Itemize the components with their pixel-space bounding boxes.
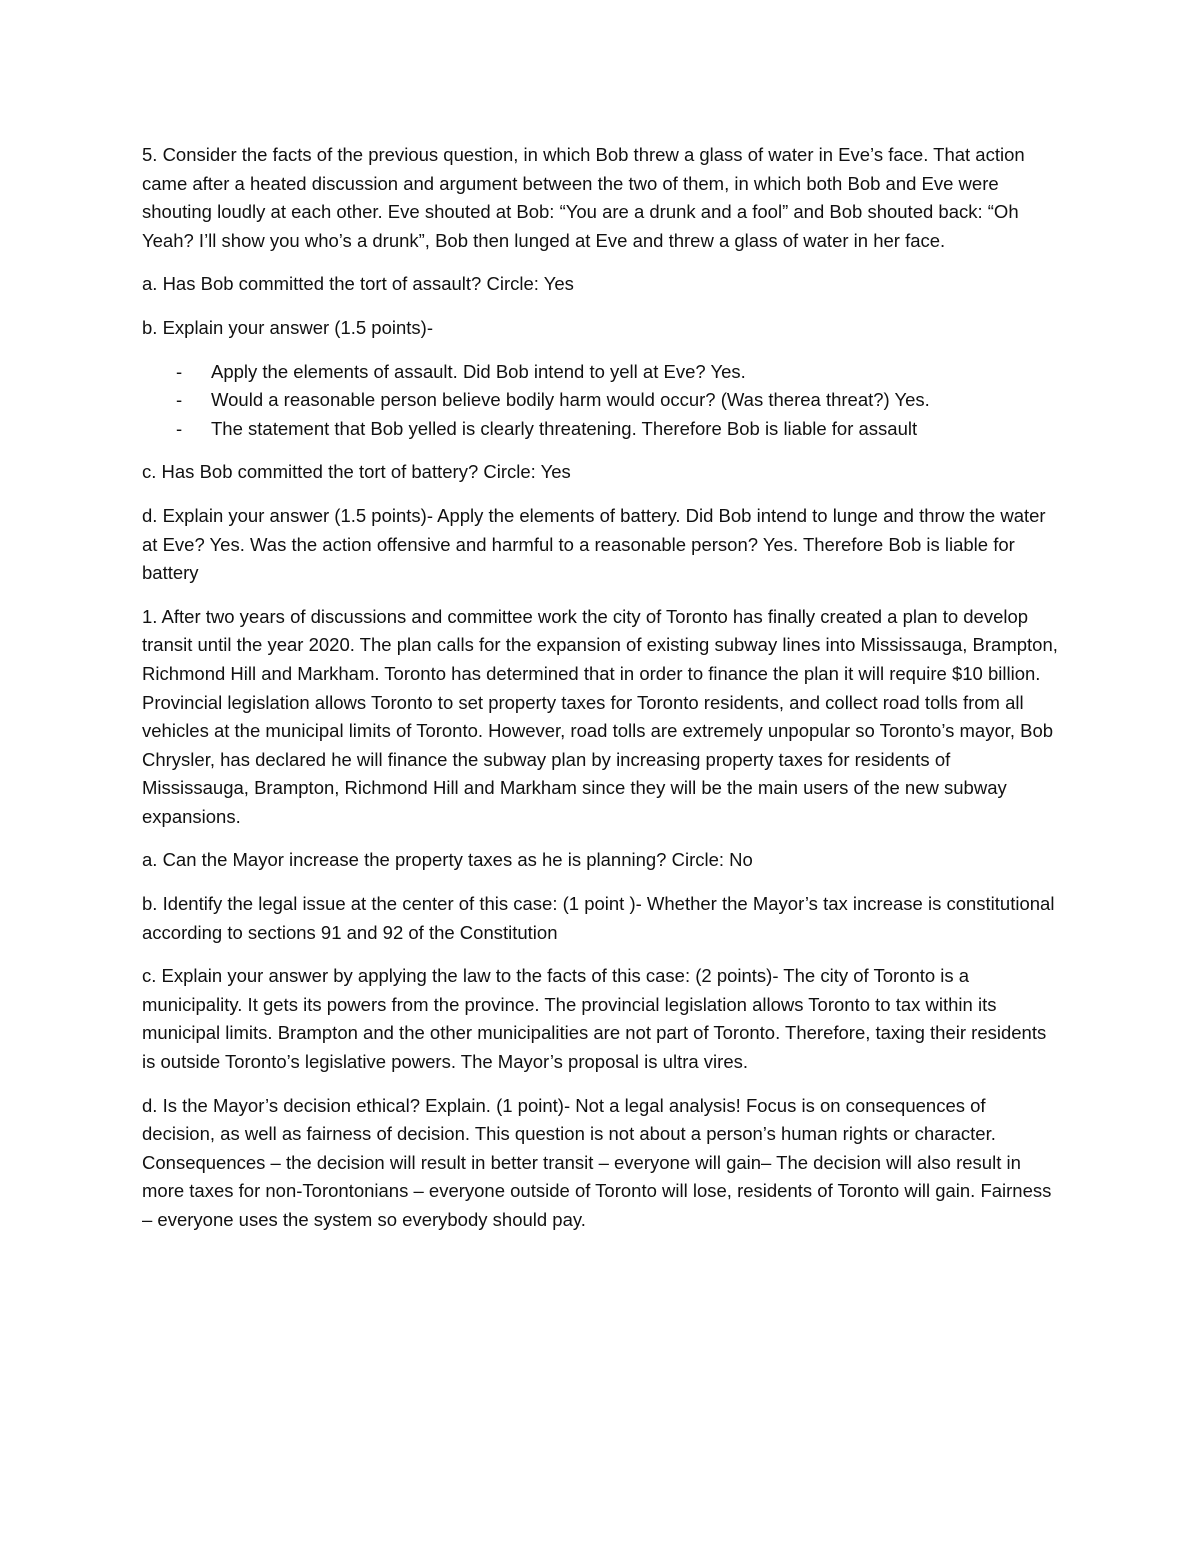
q1-part-c: c. Explain your answer by applying the law to the facts of this case: (2 points)- The city of Toronto is a municipality. It gets its powers from the province. The provincial legislation allows Toronto to tax within its municipal limits. Brampton and the other municipalities are not part of Toronto. Therefore, taxing their residents is outside Toronto’s legislative powers. The Mayor’s proposal is ultra vires.	[142, 965, 1047, 1073]
q1-part-a: a. Can the Mayor increase the property taxes as he is planning? Circle: No	[142, 849, 753, 871]
q5-part-c: c. Has Bob committed the tort of battery? Circle: Yes	[142, 461, 571, 483]
q5-part-b-bullet-list	[142, 358, 1062, 444]
document-page	[142, 141, 1062, 1250]
bullet-dash: -	[176, 360, 183, 382]
q1-intro: 1. After two years of discussions and committee work the city of Toronto has finally created a plan to develop transit until the year 2020. The plan calls for the expansion of existing subway lines into Mississauga, Brampton, Richmond Hill and Markham. Toronto has determined that in order to finance the plan it will require $10 billion. Provincial legislation allows Toronto to set property taxes for Toronto residents, and collect road tolls from all vehicles at the municipal limits of Toronto. However, road tolls are extremely unpopular so Toronto’s mayor, Bob Chrysler, has declared he will finance the subway plan by increasing property taxes for residents of Mississauga, Brampton, Richmond Hill and Markham since they will be the main users of the new subway expansions.	[142, 605, 1058, 827]
q5-part-a: a. Has Bob committed the tort of assault? Circle: Yes	[142, 273, 574, 295]
bullet-item	[142, 386, 1062, 415]
q5-part-d: d. Explain your answer (1.5 points)- Apply the elements of battery. Did Bob intend to lunge and throw the water at Eve? Yes. Was the action offensive and harmful to a reasonable person? Yes. Therefore Bob is liable for battery	[142, 504, 1046, 584]
bullet-text: Apply the elements of assault. Did Bob intend to yell at Eve? Yes.	[211, 360, 746, 382]
bullet-dash: -	[176, 417, 183, 439]
bullet-text: Would a reasonable person believe bodily harm would occur? (Was therea threat?) Yes.	[211, 389, 930, 411]
q5-part-b: b. Explain your answer (1.5 points)-	[142, 316, 433, 338]
bullet-item	[142, 415, 1062, 444]
q5-intro: 5. Consider the facts of the previous question, in which Bob threw a glass of water in Eve’s face. That action came after a heated discussion and argument between the two of them, in which both Bob and Eve were shouting loudly at each other. Eve shouted at Bob: “You are a drunk and a fool” and Bob shouted back: “Oh Yeah? I’ll show you who’s a drunk”, Bob then lunged at Eve and threw a glass of water in her face.	[142, 144, 1025, 251]
bullet-item	[142, 358, 1062, 387]
bullet-text: The statement that Bob yelled is clearly threatening. Therefore Bob is liable for assault	[211, 417, 918, 439]
bullet-dash: -	[176, 389, 183, 411]
q1-part-b: b. Identify the legal issue at the center of this case: (1 point )- Whether the Mayor’s tax increase is constitutional according to sections 91 and 92 of the Constitution	[142, 893, 1055, 943]
q1-part-d: d. Is the Mayor’s decision ethical? Explain. (1 point)- Not a legal analysis! Focus is on consequences of decision, as well as fairness of decision. This question is not about a person’s human rights or character. Consequences – the decision will result in better transit – everyone will gain– The decision will also result in more taxes for non-Torontonians – everyone outside of Toronto will lose, residents of Toronto will gain. Fairness – everyone uses the system so everybody should pay.	[142, 1094, 1052, 1230]
